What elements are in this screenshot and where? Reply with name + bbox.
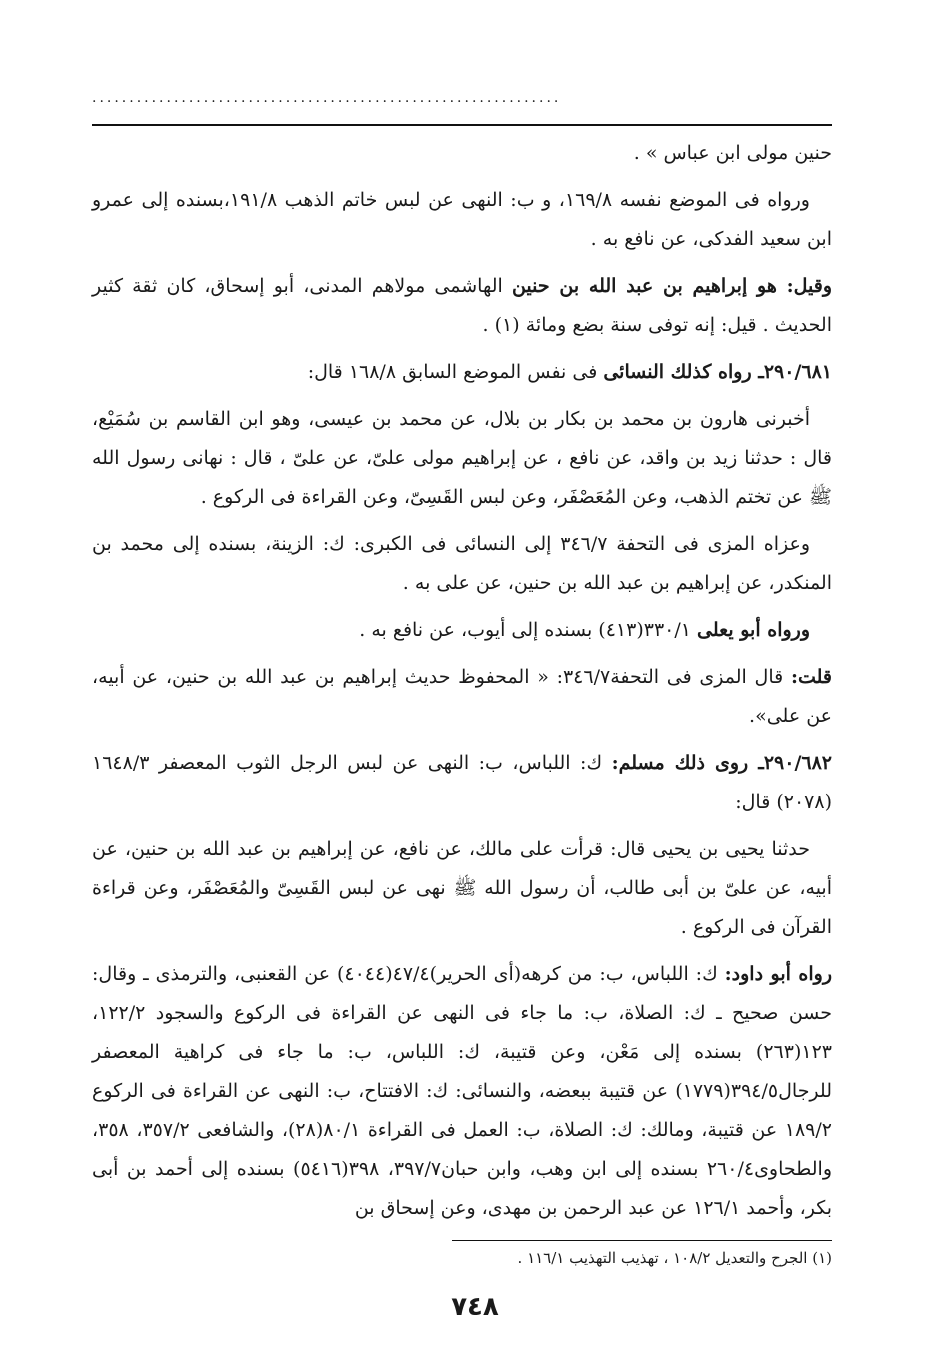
paragraph-4 bbox=[92, 353, 832, 392]
paragraph-7-text: ٣٣٠/١(٤١٣) بسنده إلى أيوب، عن نافع به . bbox=[359, 619, 698, 641]
paragraph-3 bbox=[92, 267, 832, 345]
paragraph-5-text: أخبرنى هارون بن محمد بن بكار بن بلال، عن محمد بن عيسى، وهو ابن القاسم بن سُمَيْع، قال : حدثنا زيد بن واقد، عن نافع ، عن إبراهيم مولى علىّ، عن علىّ ، قال : نهانى رسول الله ﷺ عن تختم الذهب، وعن المُعَصْفَر، وعن لبس القَسِىّ، وعن القراءة فى الركوع . bbox=[92, 408, 832, 508]
paragraph-7 bbox=[92, 611, 832, 650]
page-number: ٧٤٨ bbox=[451, 1292, 499, 1322]
paragraph-5 bbox=[92, 400, 832, 517]
paragraph-8-text: قال المزى فى التحفة٣٤٦/٧: « المحفوظ حديث إبراهيم بن عبد الله بن حنين، عن أبيه، عن على». bbox=[92, 666, 832, 727]
paragraph-2-text: ورواه فى الموضع نفسه ١٦٩/٨، و ب: النهى عن لبس خاتم الذهب ١٩١/٨،بسنده إلى عمرو ابن سعيد الفدكى، عن نافع به . bbox=[92, 189, 832, 250]
header-rule bbox=[92, 124, 832, 126]
paragraph-11 bbox=[92, 955, 832, 1228]
footnote: (١) الجرح والتعديل ١٠٨/٢ ، تهذيب التهذيب ١١٦/١ . bbox=[517, 1249, 832, 1267]
paragraph-9-text: ك: اللباس، ب: النهى عن لبس الرجل الثوب المعصفر ١٦٤٨/٣ (٢٠٧٨) قال: bbox=[92, 752, 832, 813]
paragraph-6-text: وعزاه المزى فى التحفة ٣٤٦/٧ إلى النسائى فى الكبرى: ك: الزينة، بسنده إلى محمد بن المنكدر، عن إبراهيم بن عبد الله بن حنين، عن على به . bbox=[92, 533, 832, 594]
paragraph-6 bbox=[92, 525, 832, 603]
paragraph-10-text: حدثنا يحيى بن يحيى قال: قرأت على مالك، عن نافع، عن إبراهيم بن عبد الله بن حنين، عن أبيه، عن علىّ بن أبى طالب، أن رسول الله ﷺ نهى عن لبس القَسِىّ والمُعَصْفَر، وعن قراءة القرآن فى الركوع . bbox=[92, 838, 832, 938]
page-body bbox=[92, 90, 832, 1273]
paragraph-11-lead: رواه أبو داود: bbox=[724, 963, 832, 985]
paragraph-10 bbox=[92, 830, 832, 947]
paragraph-1 bbox=[92, 134, 832, 173]
footnote-rule bbox=[452, 1240, 832, 1241]
paragraph-3-lead: وقيل: هو إبراهيم بن عبد الله بن حنين bbox=[511, 275, 832, 297]
paragraph-9 bbox=[92, 744, 832, 822]
paragraph-7-lead: ورواه أبو يعلى bbox=[697, 619, 810, 641]
paragraph-3-text: الهاشمى مولاهم المدنى، أبو إسحاق، كان ثقة كثير الحديث . قيل: إنه توفى سنة بضع ومائة (١) . bbox=[92, 275, 832, 336]
paragraph-4-text: فى نفس الموضع السابق ١٦٨/٨ قال: bbox=[307, 361, 604, 383]
paragraph-4-lead: ٢٩٠/٦٨١ـ رواه كذلك النسائى bbox=[603, 361, 832, 383]
paragraph-2 bbox=[92, 181, 832, 259]
paragraph-1-text: حنين مولى ابن عباس » . bbox=[633, 142, 832, 164]
header-dots: ............................................................... bbox=[92, 90, 562, 106]
paragraph-8 bbox=[92, 658, 832, 736]
paragraph-8-lead: قلت: bbox=[790, 666, 832, 688]
paragraph-11-text: ك: اللباس، ب: من كرهه(أى الحرير)٤٧/٤(٤٠٤٤) عن القعنبى، والترمذى ـ وقال: حسن صحيح ـ ك: الصلاة، ب: ما جاء فى النهى عن القراءة فى الركوع والسجود ١٢٢/٢، ١٢٣(٢٦٣) بسنده إلى مَعْن، وعن قتيبة، ك: اللباس، ب: ما جاء فى كراهية المعصفر للرجال٣٩٤/٥(١٧٧٩) عن قتيبة ببعضه، والنسائى: ك: الافتتاح، ب: النهى عن القراءة فى الركوع ١٨٩/٢ عن قتيبة، ومالك: ك: الصلاة، ب: العمل فى القراءة ٨٠/١(٢٨)، والشافعى ٣٥٧/٢، ٣٥٨، والطحاوى٢٦٠/٤ بسنده إلى ابن وهب، وابن حبان٣٩٧/٧، ٣٩٨(٥٤١٦) بسنده إلى أحمد بن أبى بكر، وأحمد ١٢٦/١ عن عبد الرحمن بن مهدى، وعن إسحاق بن bbox=[92, 963, 832, 1219]
paragraph-9-lead: ٢٩٠/٦٨٢ـ روى ذلك مسلم: bbox=[611, 752, 832, 774]
